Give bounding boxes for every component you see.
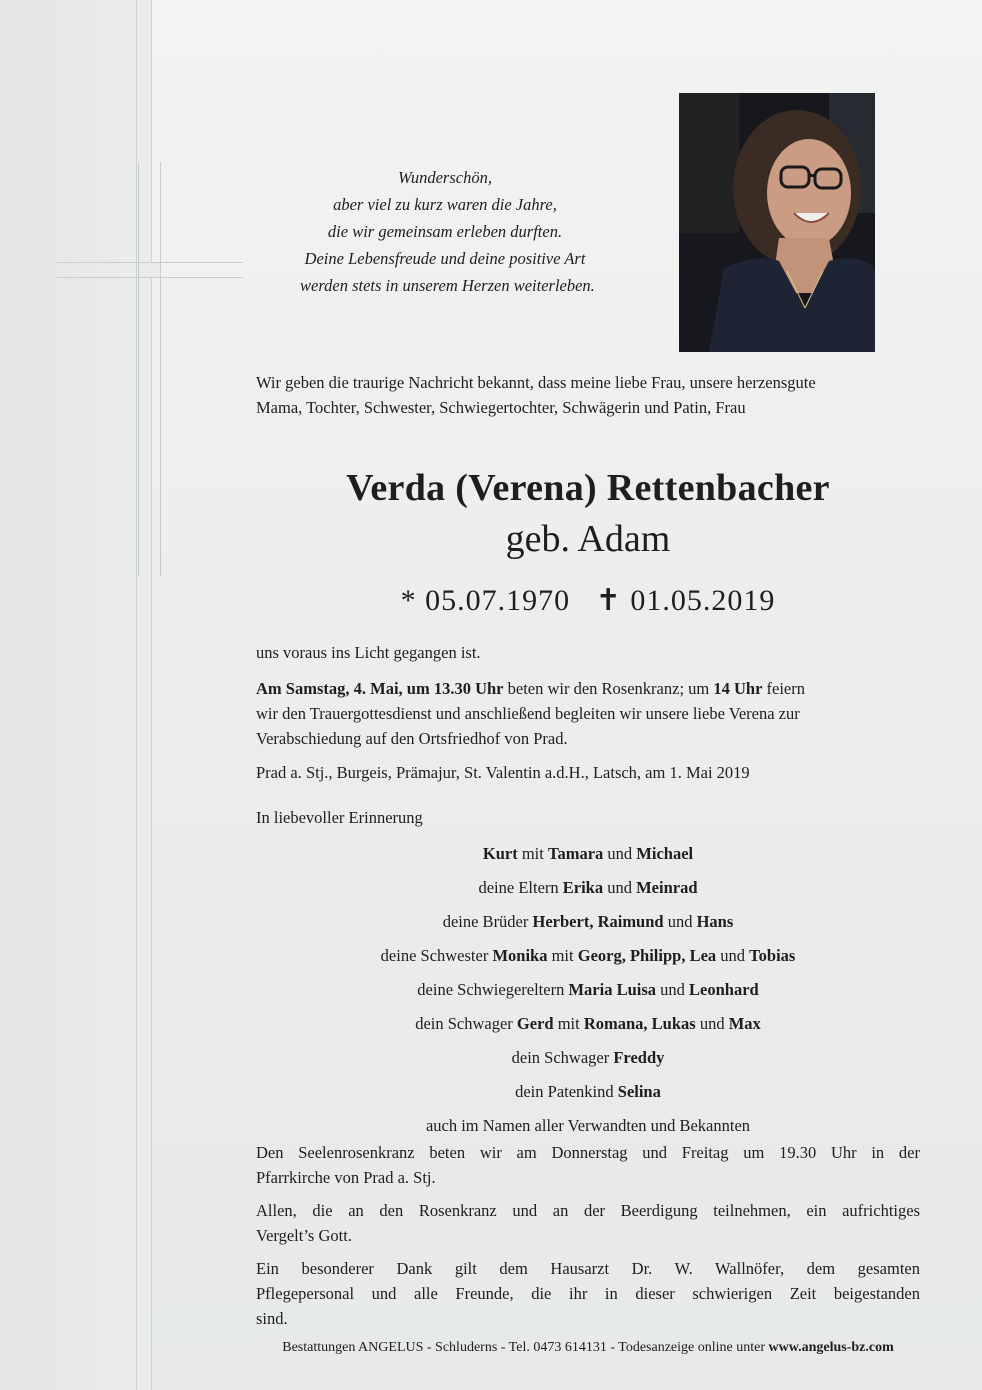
service-line: wir den Trauergottesdienst und anschließend begleiten wir unsere liebe Verena zur bbox=[256, 704, 800, 723]
passed-line: uns voraus ins Licht gegangen ist. bbox=[256, 643, 481, 662]
family-name: Erika bbox=[562, 878, 604, 897]
family-text: und bbox=[603, 844, 637, 863]
place-date-line: Prad a. Stj., Burgeis, Prämajur, St. Valentin a.d.H., Latsch, am 1. Mai 2019 bbox=[256, 763, 750, 782]
thanks-line: Ein besonderer Dank gilt dem Hausarzt Dr. W. Wallnöfer, dem gesamten bbox=[256, 1259, 920, 1278]
family-text: mit bbox=[547, 946, 578, 965]
thanks-line: Pflegepersonal und alle Freunde, die ihr in dieser schwierigen Zeit beigestanden bbox=[256, 1284, 920, 1303]
passed-away-text bbox=[256, 640, 920, 665]
thanks-attendees bbox=[256, 1198, 920, 1248]
family-name: Kurt bbox=[482, 844, 518, 863]
family-name: Maria Luisa bbox=[568, 980, 657, 999]
death-cross-icon: ✝ bbox=[595, 584, 622, 617]
family-text: und bbox=[656, 980, 690, 999]
service-line: Verabschiedung auf den Ortsfriedhof von Prad. bbox=[256, 729, 568, 748]
quote-line: werden stets in unserem Herzen weiterleben. bbox=[300, 276, 595, 295]
service-text: beten wir den Rosenkranz; um bbox=[503, 679, 714, 698]
family-row bbox=[256, 1010, 920, 1044]
family-name: Selina bbox=[617, 1082, 661, 1101]
family-text: dein Schwager bbox=[511, 1048, 614, 1067]
rosary-line: Pfarrkirche von Prad a. Stj. bbox=[256, 1168, 436, 1187]
death-date: 01.05.2019 bbox=[630, 584, 776, 617]
family-row bbox=[256, 942, 920, 976]
family-name: Leonhard bbox=[689, 980, 759, 999]
family-row: auch im Namen aller Verwandten und Bekannten bbox=[425, 1116, 751, 1135]
family-text: mit bbox=[553, 1014, 584, 1033]
birth-asterisk-icon: * bbox=[400, 584, 417, 617]
family-text: deine Brüder bbox=[442, 912, 533, 931]
family-text: dein Patenkind bbox=[515, 1082, 618, 1101]
memory-intro bbox=[256, 805, 920, 830]
memory-intro-line: In liebevoller Erinnerung bbox=[256, 808, 423, 827]
announcement-intro bbox=[256, 370, 920, 420]
family-row bbox=[256, 1044, 920, 1078]
family-text: mit bbox=[517, 844, 548, 863]
quote-line: Wunderschön, bbox=[398, 168, 492, 187]
family-row bbox=[256, 840, 920, 874]
family-text: deine Eltern bbox=[478, 878, 563, 897]
portrait-photo bbox=[679, 93, 875, 352]
family-text: deine Schwiegereltern bbox=[417, 980, 569, 999]
quote-line: Deine Lebensfreude und deine positive Art bbox=[304, 249, 586, 268]
family-text: und bbox=[695, 1014, 729, 1033]
family-name: Romana, Lukas bbox=[583, 1014, 696, 1033]
special-thanks bbox=[256, 1256, 920, 1331]
family-name: Monika bbox=[492, 946, 548, 965]
family-text: und bbox=[603, 878, 637, 897]
intro-line: Mama, Tochter, Schwester, Schwiegertochter, Schwägerin und Patin, Frau bbox=[256, 398, 746, 417]
family-text: dein Schwager bbox=[415, 1014, 517, 1033]
left-border-panel bbox=[0, 0, 152, 1390]
family-text: und bbox=[663, 912, 697, 931]
family-name: Freddy bbox=[613, 1048, 665, 1067]
intro-line: Wir geben die traurige Nachricht bekannt, dass meine liebe Frau, unsere herzensgute bbox=[256, 373, 816, 392]
funeral-home-footer bbox=[228, 1340, 948, 1356]
footer-link[interactable]: www.angelus-bz.com bbox=[768, 1340, 894, 1355]
memorial-quote bbox=[300, 164, 595, 299]
family-list bbox=[256, 840, 920, 1146]
footer-text: Bestattungen ANGELUS - Schluderns - Tel. 0473 614131 - Todesanzeige online unter bbox=[282, 1340, 769, 1355]
birth-date: 05.07.1970 bbox=[425, 584, 571, 617]
family-text: und bbox=[716, 946, 750, 965]
thanks-line: Allen, die an den Rosenkranz und an der Beerdigung teilnehmen, ein aufrichtiges bbox=[256, 1201, 920, 1220]
family-row bbox=[256, 1078, 920, 1112]
maiden-name: geb. Adam bbox=[505, 518, 671, 560]
mass-time-bold: 14 Uhr bbox=[713, 679, 763, 698]
family-text: deine Schwester bbox=[380, 946, 493, 965]
rosary-line: Den Seelenrosenkranz beten wir am Donnerstag und Freitag um 19.30 Uhr in der bbox=[256, 1143, 920, 1162]
place-and-date bbox=[256, 760, 920, 785]
family-name: Michael bbox=[636, 844, 694, 863]
family-name: Herbert, Raimund bbox=[532, 912, 664, 931]
quote-line: aber viel zu kurz waren die Jahre, bbox=[333, 195, 557, 214]
thanks-line: Vergelt’s Gott. bbox=[256, 1226, 352, 1245]
deceased-name: Verda (Verena) Rettenbacher bbox=[346, 467, 830, 509]
family-name: Hans bbox=[696, 912, 734, 931]
service-info bbox=[256, 676, 920, 751]
cross-vertical-beam bbox=[138, 162, 161, 576]
family-name: Meinrad bbox=[636, 878, 698, 897]
family-name: Max bbox=[728, 1014, 761, 1033]
family-name: Gerd bbox=[516, 1014, 554, 1033]
service-text: feiern bbox=[762, 679, 806, 698]
border-line bbox=[136, 0, 137, 1390]
family-name: Tobias bbox=[749, 946, 796, 965]
family-name: Georg, Philipp, Lea bbox=[577, 946, 717, 965]
family-row bbox=[256, 908, 920, 942]
service-time-bold: Am Samstag, 4. Mai, um 13.30 Uhr bbox=[256, 679, 504, 698]
family-row bbox=[256, 976, 920, 1010]
family-row bbox=[256, 874, 920, 908]
quote-line: die wir gemeinsam erleben durften. bbox=[327, 222, 563, 241]
rosary-info bbox=[256, 1140, 920, 1190]
family-name: Tamara bbox=[547, 844, 604, 863]
service-line bbox=[256, 676, 920, 701]
cross-center bbox=[139, 263, 160, 277]
thanks-line: sind. bbox=[256, 1309, 288, 1328]
life-dates bbox=[256, 583, 920, 618]
